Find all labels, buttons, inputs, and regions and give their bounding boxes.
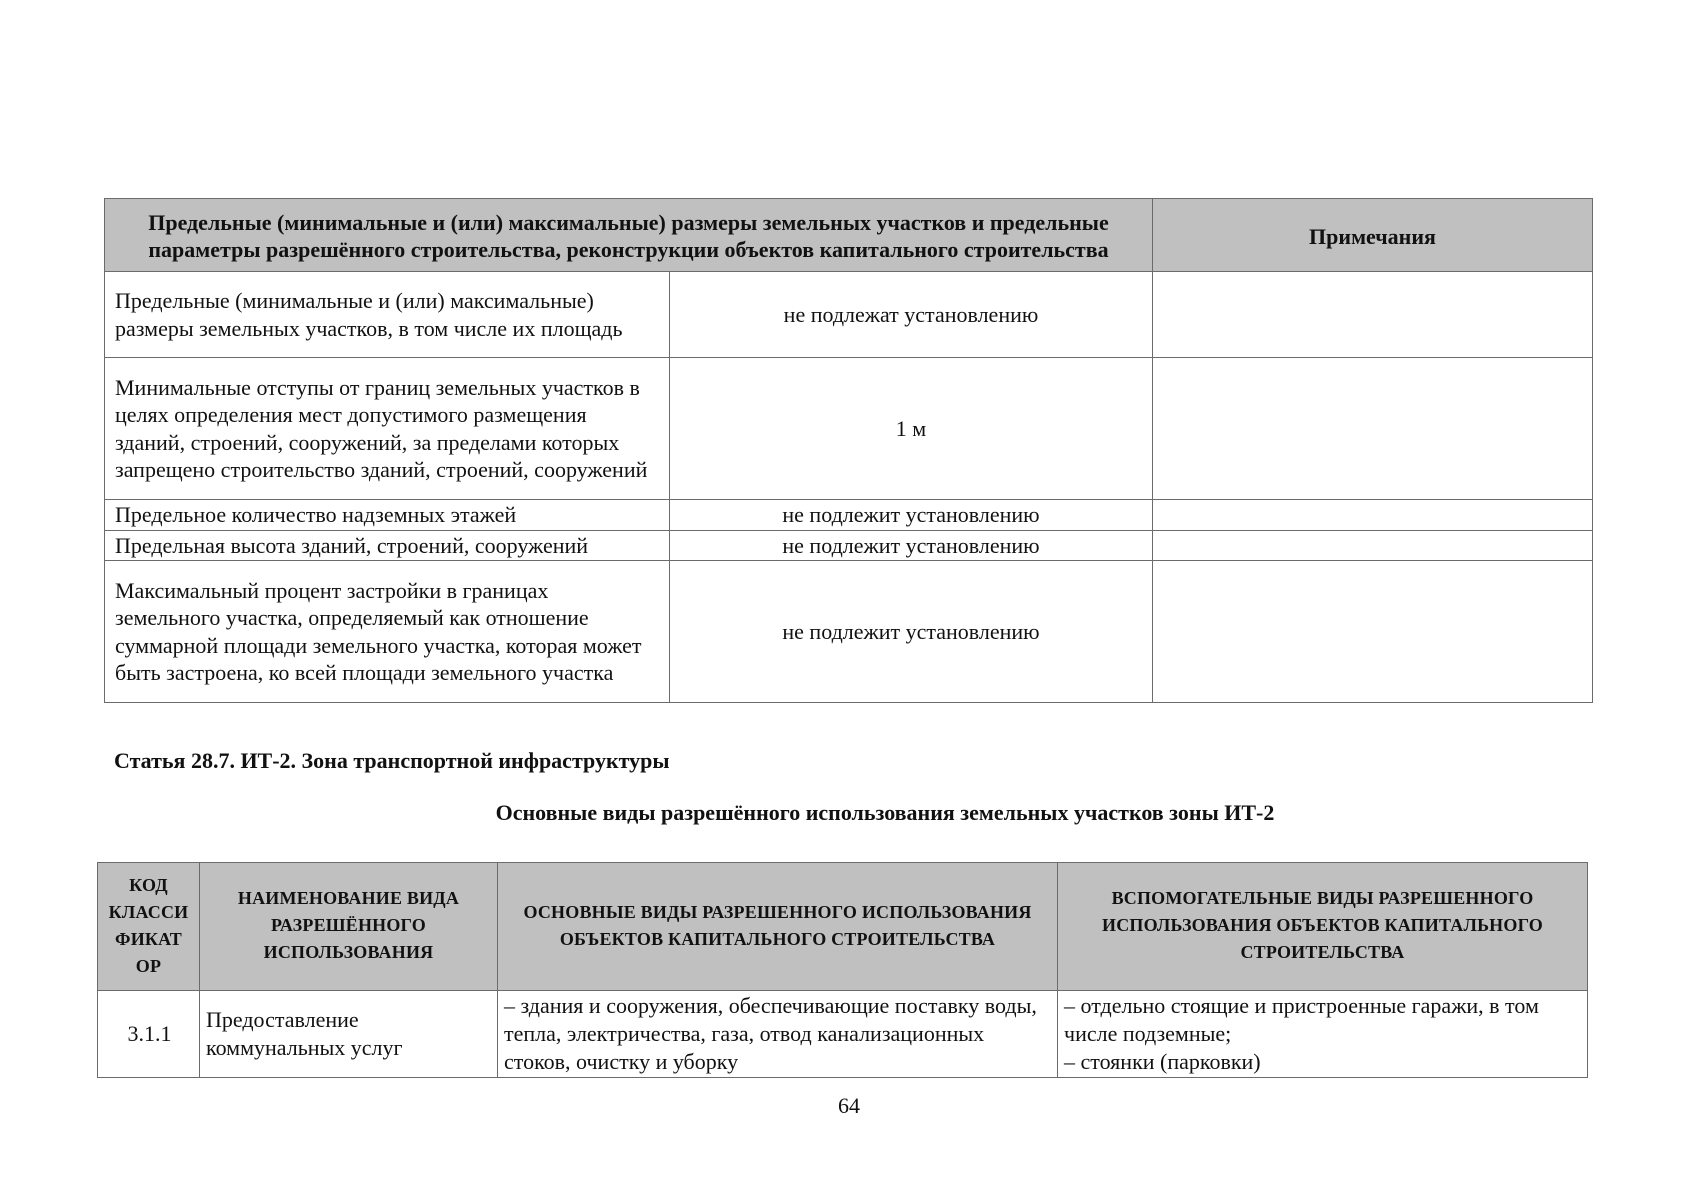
param-cell: Минимальные отступы от границ земельных участков в целях определения мест допустимого размещения зданий, строений, сооружений, за пределами которых запрещено строительство зданий, строений, сооружений xyxy=(105,358,670,500)
note-cell xyxy=(1153,530,1593,561)
parameters-header-cell: Предельные (минимальные и (или) максимальные) размеры земельных участков и предельные параметры разрешённого строительства, реконструкции объектов капитального строительства xyxy=(105,199,1153,272)
note-cell xyxy=(1153,358,1593,500)
table-row xyxy=(105,500,1593,531)
table-row xyxy=(105,272,1593,358)
param-cell: Предельные (минимальные и (или) максимальные) размеры земельных участков, в том числе их площадь xyxy=(105,272,670,358)
permitted-uses-table xyxy=(97,862,1588,1078)
main-uses-cell: – здания и сооружения, обеспечивающие поставку воды, тепла, электричества, газа, отвод канализационных стоков, очистку и уборку xyxy=(498,991,1058,1078)
name-header-cell: НАИМЕНОВАНИЕ ВИДА РАЗРЕШЁННОГО ИСПОЛЬЗОВАНИЯ xyxy=(200,863,498,991)
list-item: – стоянки (парковки) xyxy=(1064,1049,1261,1074)
code-header-cell: КОД КЛАССИ ФИКАТ ОР xyxy=(98,863,200,991)
code-cell: 3.1.1 xyxy=(98,991,200,1078)
parameters-table xyxy=(104,198,1593,703)
uses-table-header-row xyxy=(98,863,1588,991)
value-cell: не подлежат установлению xyxy=(670,272,1153,358)
note-cell xyxy=(1153,500,1593,531)
table-row xyxy=(105,530,1593,561)
aux-uses-header-cell: ВСПОМОГАТЕЛЬНЫЕ ВИДЫ РАЗРЕШЕННОГО ИСПОЛЬЗОВАНИЯ ОБЪЕКТОВ КАПИТАЛЬНОГО СТРОИТЕЛЬСТВА xyxy=(1058,863,1588,991)
value-cell: 1 м xyxy=(670,358,1153,500)
value-cell: не подлежит установлению xyxy=(670,500,1153,531)
name-cell: Предоставление коммунальных услуг xyxy=(200,991,498,1078)
list-item: – отдельно стоящие и пристроенные гаражи, в том числе подземные; xyxy=(1064,993,1539,1046)
param-cell: Предельное количество надземных этажей xyxy=(105,500,670,531)
table-row xyxy=(98,991,1588,1078)
parameters-table-header-row xyxy=(105,199,1593,272)
notes-header-cell: Примечания xyxy=(1153,199,1593,272)
section-title: Основные виды разрешённого использования земельных участков зоны ИТ-2 xyxy=(495,800,1275,825)
table-row xyxy=(105,561,1593,703)
value-cell: не подлежит установлению xyxy=(670,530,1153,561)
article-title: Статья 28.7. ИТ-2. Зона транспортной инфраструктуры xyxy=(114,748,670,773)
aux-uses-cell xyxy=(1058,991,1588,1078)
table-row xyxy=(105,358,1593,500)
value-cell: не подлежит установлению xyxy=(670,561,1153,703)
param-cell: Максимальный процент застройки в границах земельного участка, определяемый как отношение суммарной площади земельного участка, которая может быть застроена, ко всей площади земельного участка xyxy=(105,561,670,703)
note-cell xyxy=(1153,561,1593,703)
note-cell xyxy=(1153,272,1593,358)
main-uses-header-cell: ОСНОВНЫЕ ВИДЫ РАЗРЕШЕННОГО ИСПОЛЬЗОВАНИЯ ОБЪЕКТОВ КАПИТАЛЬНОГО СТРОИТЕЛЬСТВА xyxy=(498,863,1058,991)
page-number: 64 xyxy=(838,1093,860,1118)
param-cell: Предельная высота зданий, строений, сооружений xyxy=(105,530,670,561)
